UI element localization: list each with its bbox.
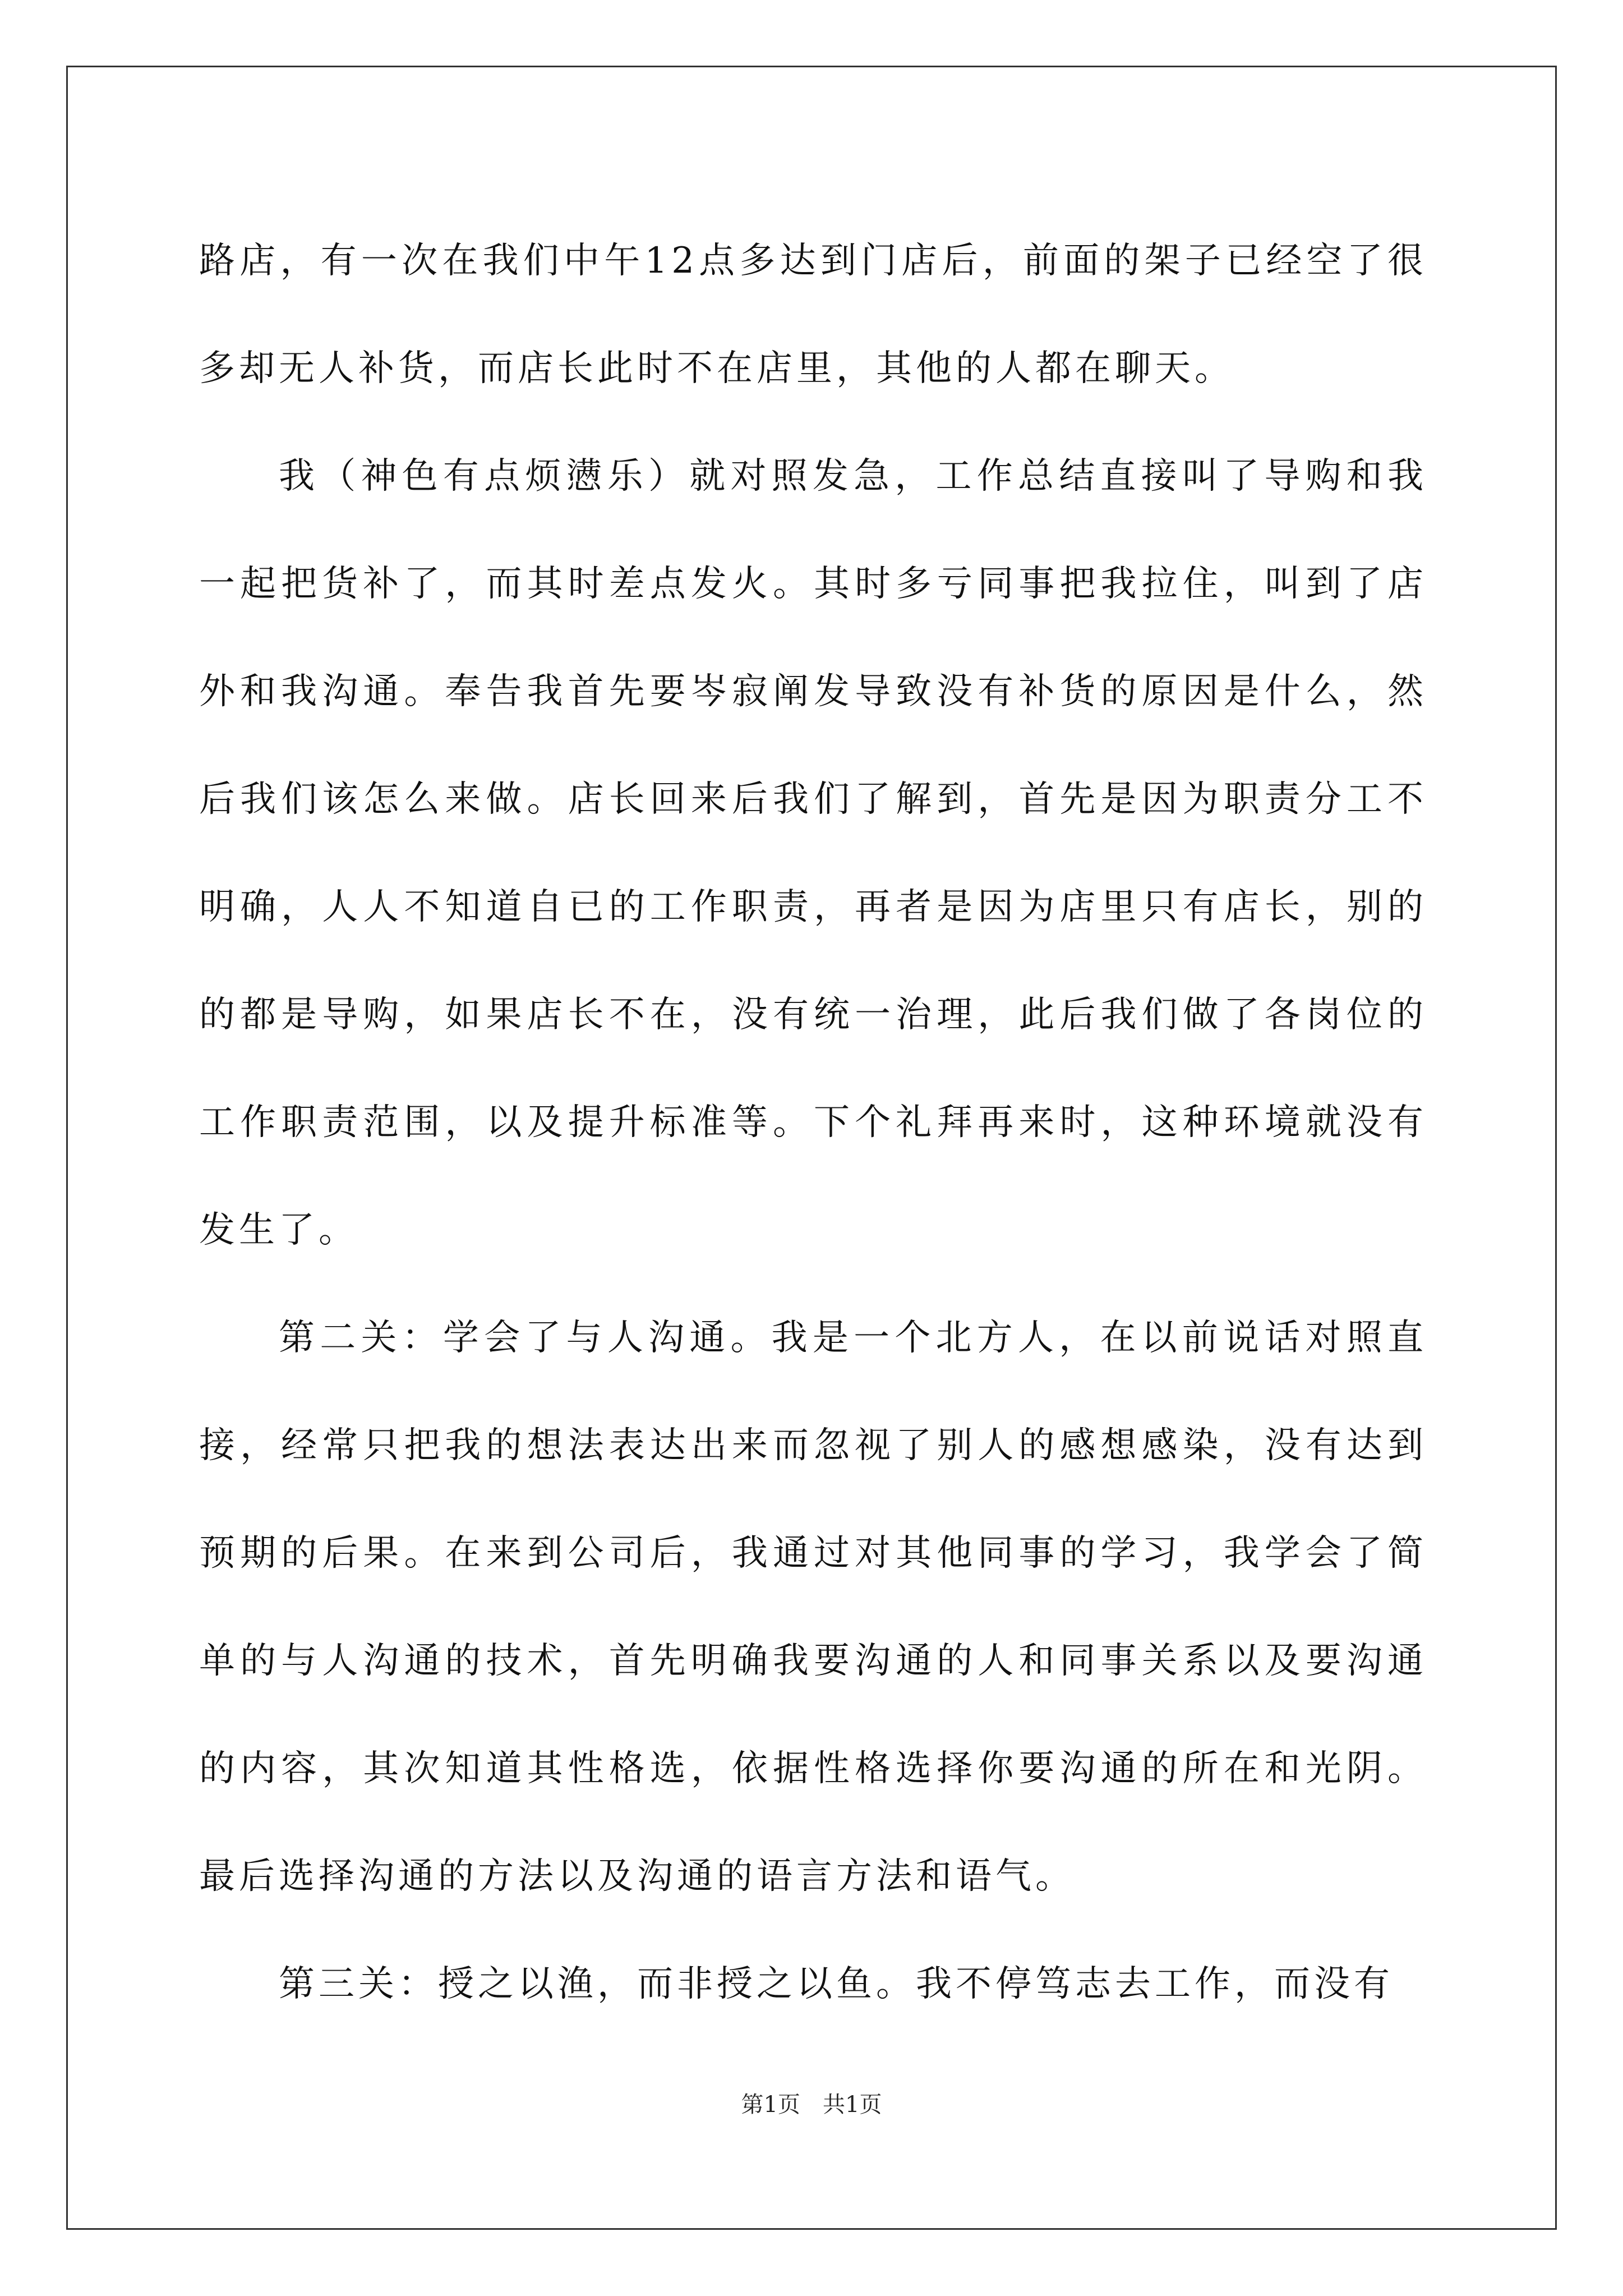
paragraph-4: 第三关：授之以渔，而非授之以鱼。我不停笃志去工作，而没有: [279, 1963, 1394, 2005]
page-number: 第1页: [741, 2092, 800, 2118]
page-footer: [0, 2089, 1623, 2120]
document-body: [199, 207, 1427, 2038]
paragraph-1: 路店，有一次在我们中午12点多达到门店后，前面的架子已经空了很多却无人补货，而店长此时不在店里，其他的人都在聊天。: [199, 240, 1427, 389]
page-total: 共1页: [823, 2092, 882, 2118]
paragraph-2: 我（神色有点烦懑乐）就对照发急，工作总结直接叫了导购和我一起把货补了，而其时差点发火。其时多亏同事把我拉住，叫到了店外和我沟通。奉告我首先要岑寂阐发导致没有补货的原因是什么，然后我们该怎么来做。店长回来后我们了解到，首先是因为职责分工不明确，人人不知道自已的工作职责，再者是因为店里只有店长，别的的都是导购，如果店长不在，没有统一治理，此后我们做了各岗位的工作职责范围，以及提升标准等。下个礼拜再来时，这种环境就没有发生了。: [199, 455, 1427, 1251]
paragraph-3: 第二关：学会了与人沟通。我是一个北方人，在以前说话对照直接，经常只把我的想法表达出来而忽视了别人的感想感染，没有达到预期的后果。在来到公司后，我通过对其他同事的学习，我学会了简单的与人沟通的技术，首先明确我要沟通的人和同事关系以及要沟通的内容，其次知道其性格选，依据性格选择你要沟通的所在和光阴。最后选择沟通的方法以及沟通的语言方法和语气。: [199, 1317, 1427, 1897]
